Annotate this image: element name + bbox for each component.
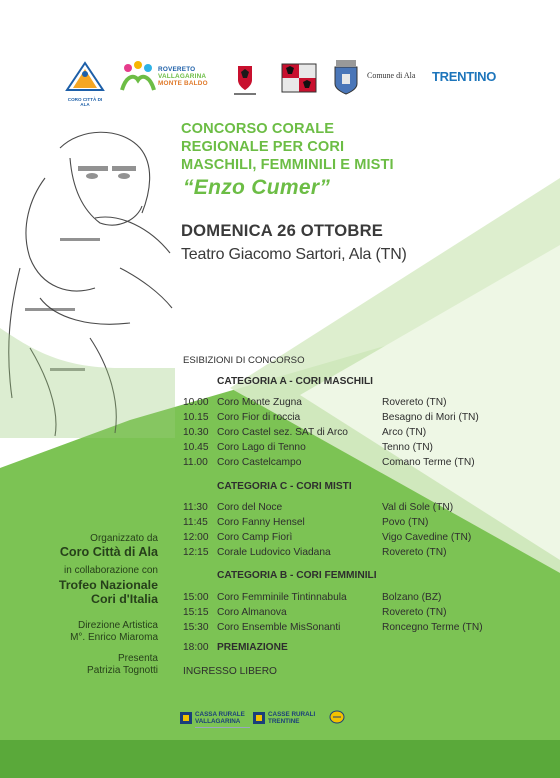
trofeo-line-2: Cori d'Italia <box>91 592 158 606</box>
region-coat-of-arms <box>278 60 320 96</box>
row-choir: Coro Fanny Hensel <box>217 517 305 528</box>
row-time: 15:15 <box>183 607 209 618</box>
row-place: Vigo Cavedine (TN) <box>382 532 472 543</box>
artistic-director: M°. Enrico Miaroma <box>70 632 158 643</box>
row-choir: Coro Castel sez. SAT di Arco <box>217 427 348 438</box>
category-title: CATEGORIA A - CORI MASCHILI <box>217 376 374 387</box>
award-row <box>183 642 513 656</box>
programme-row <box>183 397 513 411</box>
event-date: DOMENICA 26 OTTOBRE <box>181 221 384 240</box>
cassa-rurale-vallagarina-logo: CASSA RURALE VALLAGARINA <box>180 710 260 734</box>
direction-label: Direzione Artistica <box>77 620 158 631</box>
row-time: 11:45 <box>183 517 208 528</box>
programme-row <box>183 607 513 621</box>
headline-line-2: REGIONALE PER CORI <box>181 139 345 155</box>
event-venue: Teatro Giacomo Sartori, Ala (TN) <box>181 246 407 263</box>
row-place: Rovereto (TN) <box>382 397 447 408</box>
bank-square-icon <box>180 712 192 724</box>
rovereto-vallagarina-logo: ROVERETO VALLAGARINA MONTE BALDO <box>120 60 240 96</box>
comune-di-ala-label: Comune di Ala <box>367 71 416 80</box>
portrait-sketch <box>0 118 175 438</box>
row-time: 10.00 <box>183 397 209 408</box>
trofeo-line-1: Trofeo Nazionale <box>58 578 158 592</box>
row-choir: Coro Camp Fiorì <box>217 532 293 543</box>
programme-section-title: ESIBIZIONI DI CONCORSO <box>183 355 305 366</box>
row-place: Val di Sole (TN) <box>382 502 454 513</box>
free-entry-note: INGRESSO LIBERO <box>183 666 277 677</box>
trentino-logo: TRENTINO <box>432 69 497 84</box>
programme-row <box>183 547 513 561</box>
quartered-shield-icon <box>278 60 320 96</box>
headline-line-3: MASCHILI, FEMMINILI E MISTI <box>181 157 394 173</box>
row-choir: Coro Femminile Tintinnabula <box>217 592 347 603</box>
row-time: 10.45 <box>183 442 209 453</box>
row-place: Povo (TN) <box>382 517 429 528</box>
row-place: Bolzano (BZ) <box>382 592 442 603</box>
programme-row <box>183 442 513 456</box>
programme-row <box>183 502 513 516</box>
row-place: Arco (TN) <box>382 427 427 438</box>
eagle-shield-icon <box>230 62 260 98</box>
programme-row <box>183 622 513 636</box>
row-place: Comano Terme (TN) <box>382 457 475 468</box>
row-time: 10.30 <box>183 427 209 438</box>
programme-row <box>183 517 513 531</box>
row-time: 12:15 <box>183 547 209 558</box>
people-figures-icon <box>120 60 156 94</box>
row-time: 11:30 <box>183 502 208 513</box>
coro-citta-di-ala-logo: CORO CITTÀ DI ALA <box>64 60 106 100</box>
row-choir: Coro Lago di Tenno <box>217 442 306 453</box>
trentino-eagle-crest <box>230 62 260 98</box>
row-choir: Coro Castelcampo <box>217 457 302 468</box>
row-time: 10.15 <box>183 412 209 423</box>
row-place: Besagno di Mori (TN) <box>382 412 479 423</box>
organizer-name: Coro Città di Ala <box>59 545 158 559</box>
row-choir: Coro Fior di roccia <box>217 412 301 423</box>
row-choir: Coro Ensemble MisSonanti <box>217 622 341 633</box>
competition-name: “Enzo Cumer” <box>183 176 331 199</box>
row-choir: Coro Monte Zugna <box>217 397 302 408</box>
programme-row <box>183 532 513 546</box>
row-time: 15:00 <box>183 592 209 603</box>
town-shield-icon <box>331 58 361 96</box>
presenter-label: Presenta <box>117 653 158 664</box>
row-place: Rovereto (TN) <box>382 607 447 618</box>
mountain-logo-icon <box>64 60 106 92</box>
coin-emblem-icon <box>329 710 345 724</box>
row-choir: Corale Ludovico Viadana <box>217 547 331 558</box>
casse-rurali-trentine-logo: CASSE RURALI TRENTINE <box>253 710 348 734</box>
category-title: CATEGORIA B - CORI FEMMINILI <box>217 570 377 581</box>
programme-row <box>183 427 513 441</box>
presenter-name: Patrizia Tognotti <box>87 665 158 676</box>
category-title: CATEGORIA C - CORI MISTI <box>217 481 352 492</box>
organized-by-label: Organizzato da <box>90 533 158 544</box>
award-label: PREMIAZIONE <box>217 642 288 653</box>
row-time: 12:00 <box>183 532 209 543</box>
comune-di-ala-crest <box>331 58 361 96</box>
row-place: Roncegno Terme (TN) <box>382 622 483 633</box>
row-time: 15:30 <box>183 622 209 633</box>
collaboration-label: in collaborazione con <box>64 565 158 576</box>
programme-row <box>183 457 513 471</box>
row-place: Rovereto (TN) <box>382 547 447 558</box>
row-place: Tenno (TN) <box>382 442 433 453</box>
row-choir: Coro del Noce <box>217 502 283 513</box>
programme-row <box>183 412 513 426</box>
bank-square-icon <box>253 712 265 724</box>
programme-row <box>183 592 513 606</box>
row-time: 11.00 <box>183 457 208 468</box>
award-time: 18:00 <box>183 642 209 653</box>
row-choir: Coro Almanova <box>217 607 287 618</box>
headline-line-1: CONCORSO CORALE <box>181 121 335 137</box>
